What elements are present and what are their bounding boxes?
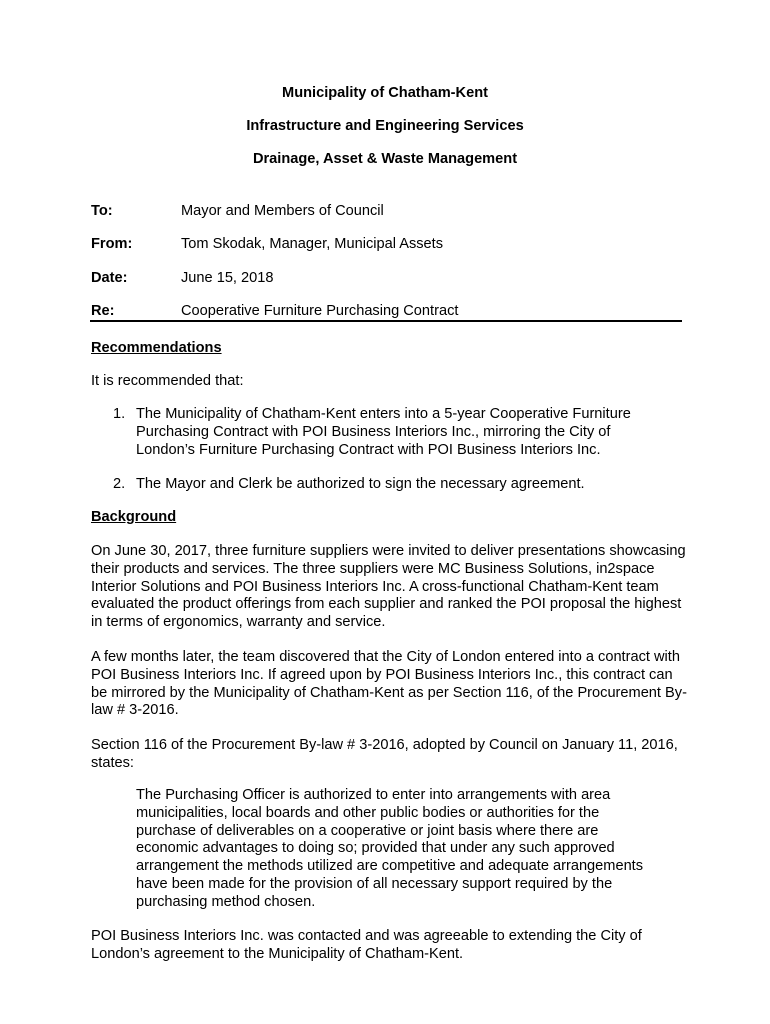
memo-date-value: June 15, 2018	[181, 270, 274, 286]
recommendations-heading: Recommendations	[91, 340, 222, 356]
background-heading: Background	[91, 509, 177, 525]
list-number: 1.	[113, 406, 126, 422]
list-text: The Mayor and Clerk be authorized to sign the necessary agreement.	[136, 476, 585, 492]
background-paragraph-4: POI Business Interiors Inc. was contacted and was agreeable to extending the City of London’s agreement to the Municipality of Chatham-Kent.	[91, 928, 642, 962]
memo-date-label: Date:	[91, 270, 128, 286]
background-paragraph-2: A few months later, the team discovered that the City of London entered into a contract with POI Business Interiors Inc. If agreed upon by POI Business Interiors Inc., this contract can be mirrored by the Municipality of Chatham-Kent as per Section 116, of the Procurement By-law # 3-2016.	[91, 649, 687, 719]
background-paragraph-3: Section 116 of the Procurement By-law # 3-2016, adopted by Council on January 11, 2016, states:	[91, 737, 678, 771]
header-department: Infrastructure and Engineering Services	[246, 118, 524, 134]
header-division: Drainage, Asset & Waste Management	[252, 151, 518, 167]
list-text: The Municipality of Chatham-Kent enters into a 5-year Cooperative Furniture Purchasing Contract with POI Business Interiors Inc., mirroring the City of London’s Furniture Purchasing Contract with POI Business Interiors Inc.	[136, 406, 631, 458]
memo-re-value: Cooperative Furniture Purchasing Contract	[181, 303, 459, 319]
background-paragraph-1: On June 30, 2017, three furniture suppliers were invited to deliver presentations showcasing their products and services. The three suppliers were MC Business Solutions, in2space Interior Solutions and POI Business Interiors Inc. A cross-functional Chatham-Kent team evaluated the product offerings from each supplier and ranked the POI proposal the highest in terms of ergonomics, warranty and service.	[91, 543, 686, 631]
memo-to-label: To:	[91, 203, 113, 219]
memo-re-label: Re:	[91, 303, 115, 319]
memo-divider	[90, 320, 682, 322]
memo-to-value: Mayor and Members of Council	[181, 203, 384, 219]
recommendations-intro: It is recommended that:	[91, 373, 244, 389]
memo-from-value: Tom Skodak, Manager, Municipal Assets	[181, 236, 444, 252]
list-number: 2.	[113, 476, 126, 492]
header-municipality: Municipality of Chatham-Kent	[282, 85, 488, 101]
memo-from-label: From:	[91, 236, 133, 252]
bylaw-quote: The Purchasing Officer is authorized to enter into arrangements with area municipalities, local boards and other public bodies or authorities for the purchase of deliverables on a cooperative or joint basis where there are economic advantages to doing so; provided that under any such approved arrangement the methods utilized are competitive and adequate arrangements have been made for the provision of all necessary support required by the purchasing method chosen.	[136, 787, 644, 910]
